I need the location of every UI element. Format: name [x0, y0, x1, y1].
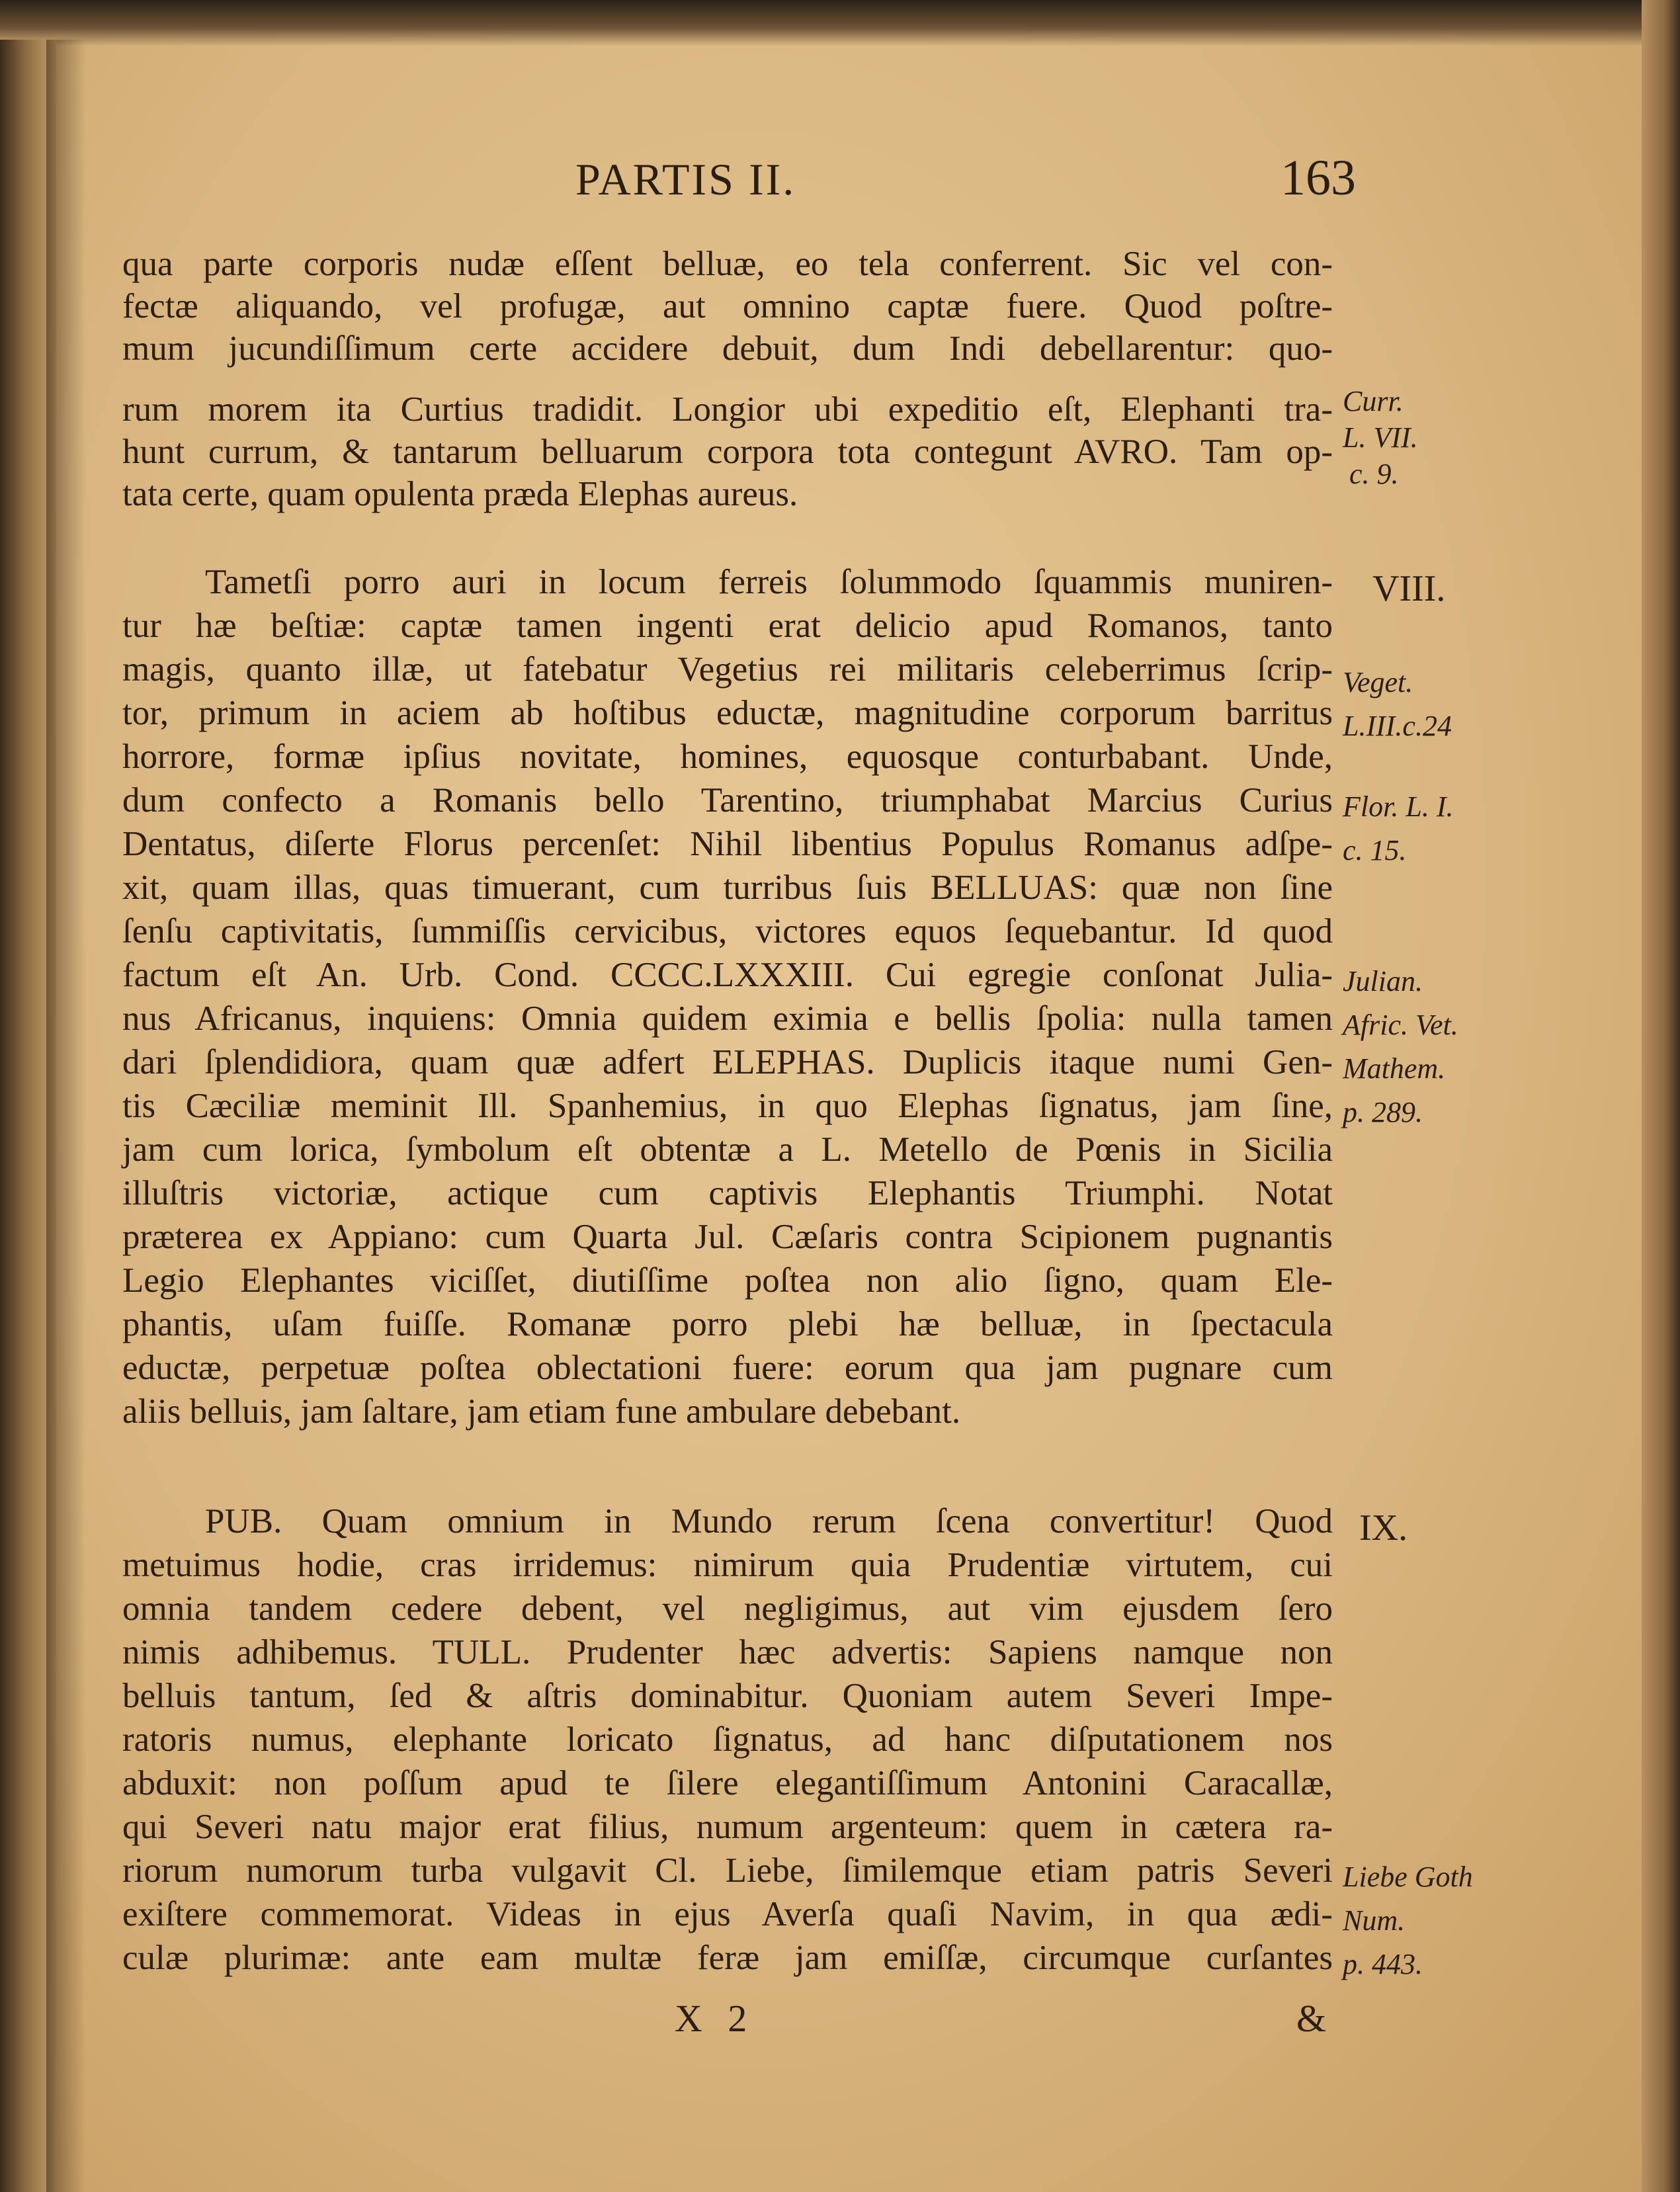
margin-note-line: Curr.: [1343, 385, 1404, 417]
section-number-ix: IX.: [1359, 1507, 1408, 1548]
text-line: Dentatus, diſerte Florus percenſet: Nihil libentius Populus Romanus adſpe-: [122, 825, 1333, 863]
text-line: tis Cæciliæ meminit Ill. Spanhemius, in quo Elephas ſignatus, jam ſine,: [122, 1087, 1333, 1125]
text-line: omnia tandem cedere debent, vel negligimus, aut vim ejusdem ſero: [122, 1589, 1333, 1628]
text-line: ratoris numus, elephante loricato ſignatus, ad hanc diſputationem nos: [122, 1720, 1333, 1759]
text-line: aliis belluis, jam ſaltare, jam etiam fune ambulare debebant.: [122, 1392, 961, 1431]
margin-note-line: p. 443.: [1343, 1948, 1423, 1980]
text-line: magis, quanto illæ, ut fatebatur Vegetius rei militaris celeberrimus ſcrip-: [122, 650, 1333, 689]
text-line: eductæ, perpetuæ poſtea oblectationi fuere: eorum qua jam pugnare cum: [122, 1349, 1333, 1387]
signature-mark: X 2: [675, 1997, 755, 2040]
text-line: xit, quam illas, quas timuerant, cum turribus ſuis BELLUAS: quæ non ſine: [122, 868, 1333, 907]
text-line: Legio Elephantes viciſſet, diutiſſime poſtea non alio ſigno, quam Ele-: [122, 1261, 1333, 1300]
text-line: horrore, formæ ipſius novitate, homines, equosque conturbabant. Unde,: [122, 738, 1333, 776]
margin-note-line: c. 9.: [1349, 458, 1399, 490]
margin-note-line: p. 289.: [1343, 1096, 1423, 1128]
margin-note-line: Flor. L. I.: [1343, 790, 1454, 823]
margin-note-line: Num.: [1343, 1904, 1406, 1937]
margin-note-line: c. 15.: [1343, 834, 1407, 866]
catchword: &: [1296, 1997, 1327, 2040]
text-line: dari ſplendidiora, quam quæ adfert ELEPHAS. Duplicis itaque numi Gen-: [122, 1043, 1333, 1081]
text-line: riorum numorum turba vulgavit Cl. Liebe, ſimilemque etiam patris Severi: [122, 1851, 1333, 1890]
text-line: ſenſu captivitatis, ſummiſſis cervicibus, victores equos ſequebantur. Id quod: [122, 912, 1333, 950]
margin-note-line: Julian.: [1343, 965, 1423, 997]
text-line: præterea ex Appiano: cum Quarta Jul. Cæſaris contra Scipionem pugnantis: [122, 1218, 1333, 1256]
text-line: PUB. Quam omnium in Mundo rerum ſcena convertitur! Quod: [205, 1502, 1333, 1540]
margin-note-line: Liebe Goth: [1343, 1861, 1473, 1893]
text-line: phantis, uſam fuiſſe. Romanæ porro plebi hæ belluæ, in ſpectacula: [122, 1305, 1333, 1343]
margin-note-line: Veget.: [1343, 666, 1413, 698]
text-line: tor, primum in aciem ab hoſtibus eductæ, magnitudine corporum barritus: [122, 694, 1333, 732]
text-line: exiſtere commemorat. Videas in ejus Averſa quaſi Navim, in qua ædi-: [122, 1895, 1333, 1933]
text-line: Tametſi porro auri in locum ferreis ſolummodo ſquammis muniren-: [205, 563, 1333, 601]
margin-note-line: L. VII.: [1343, 421, 1418, 454]
text-line: illuſtris victoriæ, actique cum captivis Elephantis Triumphi. Notat: [122, 1174, 1333, 1212]
text-line: culæ plurimæ: ante eam multæ feræ jam emiſſæ, circumque curſantes: [122, 1939, 1333, 1977]
text-line: mum jucundiſſimum certe accidere debuit, dum Indi debellarentur: quo-: [122, 329, 1333, 368]
text-line: hunt currum, & tantarum belluarum corpora tota contegunt AVRO. Tam op-: [122, 433, 1333, 471]
text-line: nimis adhibemus. TULL. Prudenter hæc advertis: Sapiens namque non: [122, 1633, 1333, 1671]
page-top-edge: [0, 0, 1680, 46]
running-head: PARTIS II.: [575, 154, 796, 204]
text-line: jam cum lorica, ſymbolum eſt obtentæ a L. Metello de Pœnis in Sicilia: [122, 1130, 1333, 1169]
text-line: tata certe, quam opulenta præda Elephas aureus.: [122, 475, 798, 513]
section-number-viii: VIII.: [1372, 568, 1446, 609]
text-line: tur hæ beſtiæ: captæ tamen ingenti erat delicio apud Romanos, tanto: [122, 607, 1333, 645]
page-number: 163: [1281, 150, 1356, 206]
text-line: qua parte corporis nudæ eſſent belluæ, eo tela conferrent. Sic vel con-: [122, 245, 1333, 283]
right-page-edge: [1642, 0, 1680, 2192]
text-line: qui Severi natu major erat filius, numum argenteum: quem in cætera ra-: [122, 1808, 1333, 1846]
text-line: belluis tantum, ſed & aſtris dominabitur. Quoniam autem Severi Impe-: [122, 1677, 1333, 1715]
gutter-shadow: [46, 40, 86, 2192]
text-line: nus Africanus, inquiens: Omnia quidem eximia e bellis ſpolia: nulla tamen: [122, 999, 1333, 1038]
text-line: factum eſt An. Urb. Cond. CCCC.LXXXIII. Cui egregie conſonat Julia-: [122, 956, 1333, 994]
text-line: metuimus hodie, cras irridemus: nimirum quia Prudentiæ virtutem, cui: [122, 1546, 1333, 1584]
text-line: abduxit: non poſſum apud te ſilere elegantiſſimum Antonini Caracallæ,: [122, 1764, 1333, 1802]
margin-note-line: L.III.c.24: [1343, 710, 1452, 742]
margin-note-line: Afric. Vet.: [1343, 1009, 1458, 1041]
text-line: rum morem ita Curtius tradidit. Longior ubi expeditio eſt, Elephanti tra-: [122, 390, 1333, 429]
text-line: fectæ aliquando, vel profugæ, aut omnino captæ fuere. Quod poſtre-: [122, 287, 1333, 325]
margin-note-line: Mathem.: [1343, 1052, 1446, 1085]
text-line: dum confecto a Romanis bello Tarentino, triumphabat Marcius Curius: [122, 781, 1333, 820]
